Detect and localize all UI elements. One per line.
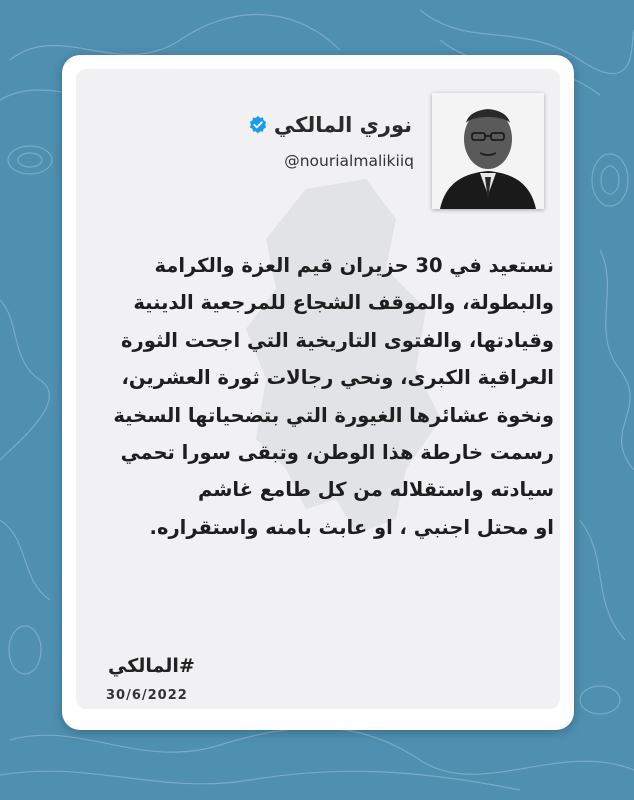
author-handle[interactable]: @nourialmalikiiq <box>284 152 414 170</box>
tweet-body-line: او محتل اجنبي ، او عابث بامنه واستقراره. <box>149 515 554 539</box>
tweet-card-inner <box>76 69 560 709</box>
tweet-body-line: والبطولة، والموقف الشجاع للمرجعية الدينية <box>133 291 554 315</box>
author-name-row[interactable] <box>248 113 412 137</box>
tweet-body <box>106 247 554 546</box>
verified-badge-icon <box>248 115 268 135</box>
tweet-date: 30/6/2022 <box>106 688 188 703</box>
tweet-body-line: ونخوة عشائرها الغيورة التي بتضحياتها السخية <box>113 403 554 427</box>
author-name[interactable]: نوري المالكي <box>273 113 412 137</box>
tweet-card <box>62 55 574 730</box>
tweet-body-line: وقيادتها، والفتوى التاريخية التي اجحت الثورة <box>121 328 554 352</box>
tweet-body-line: رسمت خارطة هذا الوطن، وتبقى سورا تحمي <box>120 440 554 464</box>
tweet-body-line: العراقية الكبرى، ونحي رجالات ثورة العشرين، <box>121 366 554 390</box>
profile-portrait-image <box>432 93 544 209</box>
profile-photo[interactable] <box>432 93 544 209</box>
tweet-body-line: نستعيد في 30 حزيران قيم العزة والكرامة <box>154 254 554 277</box>
tweet-body-line: سيادته واستقلاله من كل طامع غاشم <box>197 478 554 502</box>
hashtag[interactable]: #المالكي <box>108 655 195 677</box>
